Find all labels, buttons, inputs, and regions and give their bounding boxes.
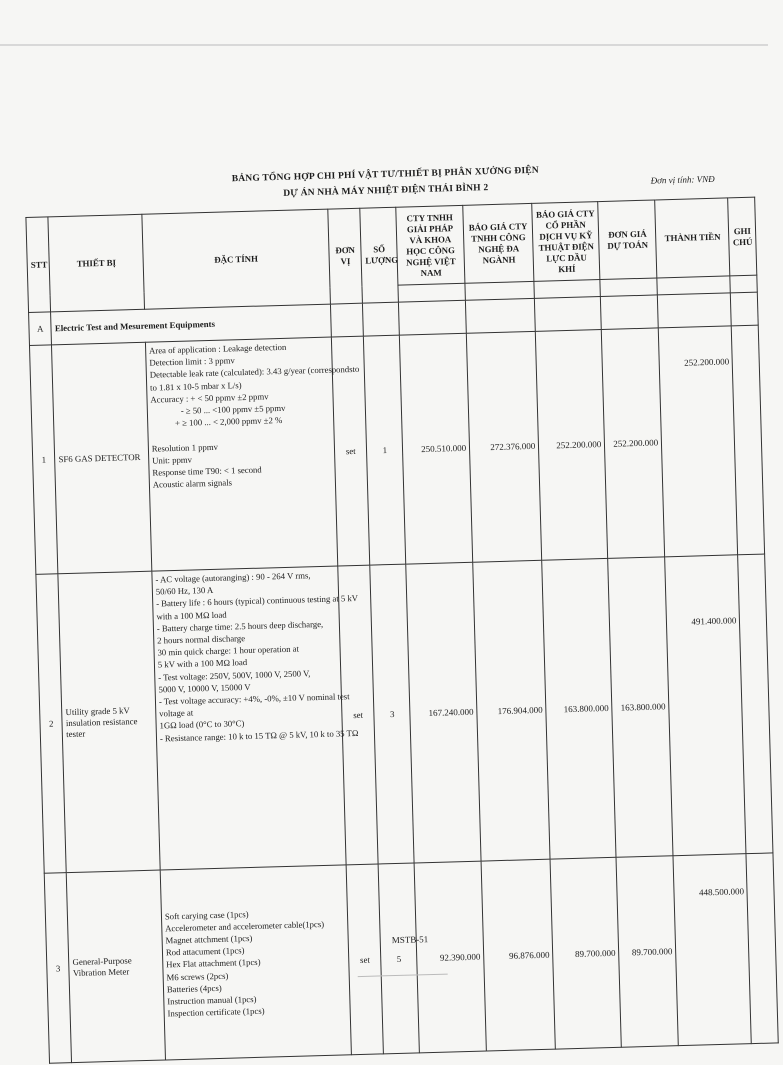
row-qty: 5 <box>379 863 420 1054</box>
row-total: 252.200.000 <box>659 326 739 557</box>
spec-line: Accelerometer and accelerometer cable(1pcs) <box>165 918 325 934</box>
spec-line: - Battery life : 6 hours (typical) continuous testing at 5 kV <box>156 593 359 609</box>
empty-cell <box>466 298 536 333</box>
spec-line: 1GΩ load (0°C to 30°C) <box>159 718 245 731</box>
subheader-cell <box>465 281 535 300</box>
spec-line: - Resistance range: 10 k to 15 TΩ @ 5 kV, 10 k to 35 TΩ <box>159 727 359 744</box>
section-label: Electric Test and Mesurement Equipments <box>51 304 331 345</box>
header-thanh-tien: THÀNH TIỀN <box>655 198 730 278</box>
empty-cell <box>658 293 732 328</box>
section-code: A <box>29 312 52 346</box>
spec-line: Area of application : Leakage detection <box>148 341 287 356</box>
row-stt: 2 <box>36 574 67 874</box>
header-stt: STT <box>26 217 51 313</box>
currency-unit-note: Đơn vị tính: VNĐ <box>650 173 715 186</box>
spec-line: + ≥ 100 ... < 2,000 ppmv ±2 % <box>174 415 283 429</box>
row-unit: set <box>338 565 379 865</box>
header-thiet-bi: THIẾT BỊ <box>48 214 144 312</box>
header-quote-3: BÁO GIÁ CTY CỔ PHẦN DỊCH VỤ KỸ THUẬT ĐIỆN LỰC DẦU KHÍ <box>532 202 600 282</box>
row-device: SF6 GAS DETECTOR <box>52 342 152 574</box>
row-quote-2: 272.376.000 <box>466 331 541 562</box>
row-qty: 1 <box>364 335 406 565</box>
row-quote-2: 176.904.000 <box>473 560 550 861</box>
row-unit-price: 89.700.000 <box>616 856 678 1048</box>
subheader-cell <box>730 275 757 293</box>
spec-line: Resolution 1 ppmv <box>151 441 219 454</box>
empty-cell <box>363 302 399 336</box>
header-quote-1: CTY TNHH GIẢI PHÁP VÀ KHOA HỌC CÔNG NGHỆ VIỆT NAM <box>396 205 465 285</box>
table-row <box>36 554 773 873</box>
spec-line: Magnet attchment (1pcs) <box>165 932 253 946</box>
spec-line: Detectable leak rate (calculated): 3.43 g/year (correspondsto <box>149 364 360 381</box>
spec-line: 5000 V, 10000 V, 15000 V <box>158 681 251 695</box>
subheader-cell <box>657 276 731 295</box>
spec-line: Unit: ppmv <box>151 454 193 466</box>
row-stt: 3 <box>44 873 72 1064</box>
header-quote-2: BÁO GIÁ CTY TNHH CÔNG NGHỆ ĐA NGÀNH <box>463 203 534 283</box>
spec-line: Rod attacument (1pcs) <box>165 945 245 958</box>
spec-line: Inspection certificate (1pcs) <box>167 1005 265 1019</box>
row-total: 448.500.000 <box>673 854 751 1046</box>
header-dac-tinh: ĐẶC TÍNH <box>142 209 331 309</box>
row-device: General-Purpose Vibration Meter <box>67 870 166 1063</box>
header-so-luong: SỐ LƯỢNG <box>360 207 398 303</box>
spec-line: Response time T90: < 1 second <box>152 464 262 478</box>
spec-line: 5 kV with a 100 MΩ load <box>157 657 248 670</box>
document-title: BẢNG TỔNG HỢP CHI PHÍ VẬT TƯ/THIẾT BỊ PHÂN XƯỞNG ĐIỆN <box>231 165 540 185</box>
spec-line: Acoustic alarm signals <box>152 477 233 490</box>
row-quote-1: 250.510.000 <box>399 333 472 564</box>
row-note <box>746 853 778 1044</box>
spec-line: M6 screws (2pcs) <box>166 970 229 983</box>
subheader-cell <box>534 280 601 299</box>
cost-summary-table <box>25 197 778 1064</box>
row-stt: 1 <box>29 345 58 575</box>
row-qty: 3 <box>370 564 414 864</box>
row-unit: set <box>346 864 384 1055</box>
row-quote-2: 96.876.000 <box>481 859 555 1051</box>
spec-line: 50/60 Hz, 130 A <box>155 585 214 597</box>
table-row <box>29 325 764 574</box>
table-row <box>44 853 778 1063</box>
row-spec <box>145 337 360 571</box>
spec-line: - Test voltage: 250V, 500V, 1000 V, 2500 V, <box>158 667 311 683</box>
row-unit: set <box>331 336 370 566</box>
spec-line: Hex Flat attachment (1pcs) <box>166 957 261 970</box>
document-subtitle: DỰ ÁN NHÀ MÁY NHIỆT ĐIỆN THÁI BÌNH 2 <box>283 183 489 199</box>
row-device: Utility grade 5 kV insulation resistance tester <box>58 571 160 872</box>
spec-line: - AC voltage (autoranging) : 90 - 264 V rms, <box>155 570 311 585</box>
spec-line: Instruction manual (1pcs) <box>167 993 257 1007</box>
spec-line: Accuracy : + < 50 ppmv ±2 ppmv <box>150 391 269 405</box>
row-spec <box>160 865 351 1060</box>
row-quote-3: 163.800.000 <box>542 558 616 859</box>
spec-line: with a 100 MΩ load <box>156 609 227 622</box>
row-quote-3: 252.200.000 <box>536 330 608 561</box>
empty-cell <box>601 295 659 330</box>
spec-line: - Test voltage accuracy: +4%, -0%, ±10 V nominal test <box>158 691 350 707</box>
row-total: 491.400.000 <box>665 555 747 856</box>
subheader-cell <box>398 283 466 302</box>
row-quote-1: 167.240.000 <box>406 562 481 863</box>
row-unit-price: 252.200.000 <box>602 328 665 559</box>
spec-line: Soft carying case (1pcs) <box>164 908 249 922</box>
spec-line: Batteries (4pcs) <box>166 982 222 995</box>
empty-cell <box>398 300 466 335</box>
row-quote-3: 89.700.000 <box>550 857 621 1049</box>
header-don-vi: ĐƠN VỊ <box>328 208 363 304</box>
empty-cell <box>731 292 758 326</box>
spec-line: - ≥ 50 ... <100 ppmv ±5 ppmv <box>180 402 286 416</box>
page-footer-code: MSTB-51 <box>391 934 429 946</box>
spec-line: to 1.81 x 10-5 mbar x L/s) <box>149 379 242 393</box>
empty-cell <box>535 297 602 332</box>
header-don-gia: ĐƠN GIÁ DỰ TOÁN <box>598 200 657 280</box>
header-ghi-chu: GHI CHÚ <box>728 197 757 276</box>
subheader-cell <box>600 278 657 297</box>
row-note <box>732 325 765 555</box>
spec-line: voltage at <box>159 707 194 719</box>
spec-line: 30 min quick charge: 1 hour operation at <box>157 643 300 658</box>
spec-line: 2 hours normal discharge <box>157 633 246 646</box>
spec-line: - Battery charge time: 2.5 hours deep discharge, <box>156 618 324 634</box>
spec-line: Detection limit : 3 ppmv <box>149 355 235 368</box>
empty-cell <box>330 303 363 337</box>
row-quote-1: 92.390.000 <box>414 861 486 1053</box>
row-unit-price: 163.800.000 <box>608 557 673 857</box>
